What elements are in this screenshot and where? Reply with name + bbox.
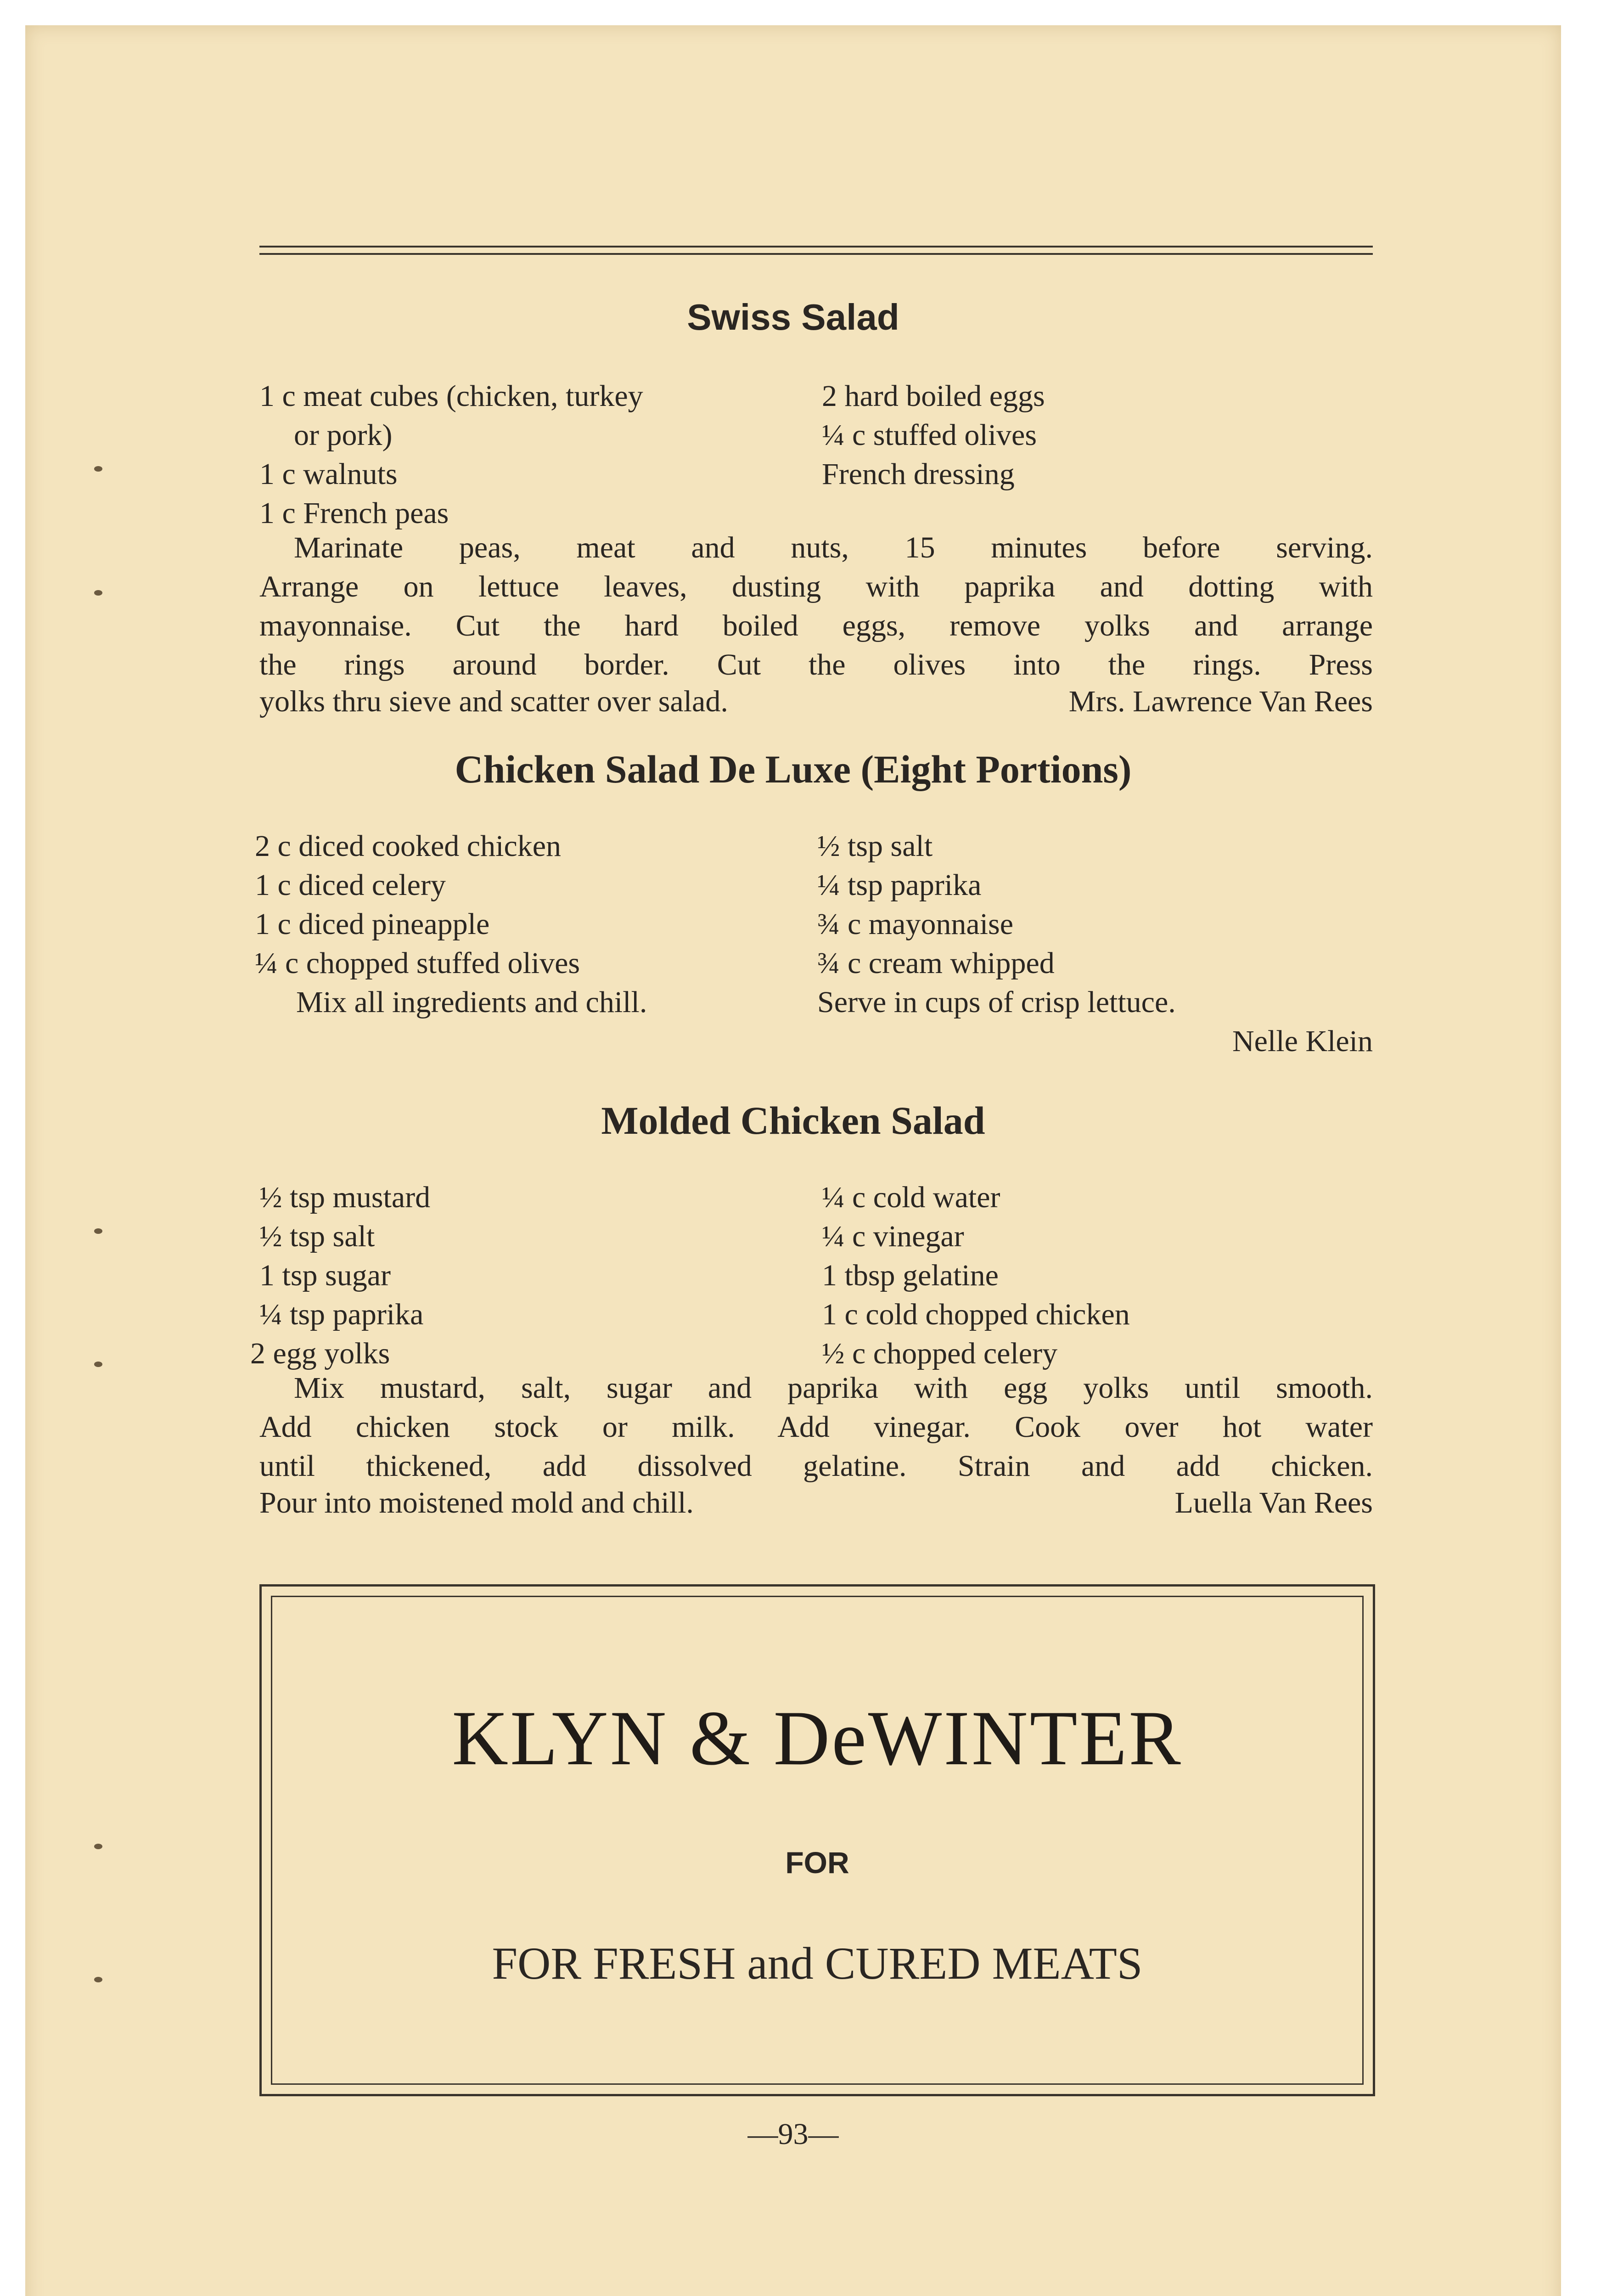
ingredient: ¼ tsp paprika xyxy=(259,1298,424,1331)
recipe-directions xyxy=(259,1368,1373,1486)
directions-line: Serve in cups of crisp lettuce. xyxy=(817,985,1176,1019)
punch-hole-mark xyxy=(94,1844,102,1849)
ingredient: or pork) xyxy=(294,418,393,452)
directions-line: until thickened, add dissolved gelatine. Strain and add chicken. xyxy=(259,1449,1373,1483)
ingredient: 2 c diced cooked chicken xyxy=(255,829,562,863)
top-double-rule xyxy=(259,246,1373,255)
recipe-author: Mrs. Lawrence Van Rees xyxy=(1068,685,1373,718)
ingredient: 1 c French peas xyxy=(259,496,449,530)
ingredient: 1 tbsp gelatine xyxy=(822,1259,999,1292)
recipe-title: Molded Chicken Salad xyxy=(601,1098,985,1142)
directions-line: Pour into moistened mold and chill. xyxy=(259,1486,694,1519)
recipe-author: Luella Van Rees xyxy=(1174,1486,1373,1519)
punch-hole-mark xyxy=(94,1977,102,1982)
punch-hole-mark xyxy=(94,1362,102,1367)
ingredient: ½ tsp salt xyxy=(259,1220,375,1253)
ingredient: ¼ c chopped stuffed olives xyxy=(255,946,580,980)
punch-hole-mark xyxy=(94,1228,102,1234)
ingredient: ¼ c cold water xyxy=(822,1181,1000,1214)
ingredient: 2 hard boiled eggs xyxy=(822,379,1045,413)
ingredient: ¼ tsp paprika xyxy=(817,868,982,902)
directions-line: Mix all ingredients and chill. xyxy=(296,985,647,1019)
ingredient: ¾ c cream whipped xyxy=(817,946,1055,980)
directions-line: Add chicken stock or milk. Add vinegar. Cook over hot water xyxy=(259,1410,1373,1444)
recipe-title: Swiss Salad xyxy=(687,297,899,338)
advertisement-inner-border xyxy=(271,1596,1364,2085)
advertisement-for: FOR xyxy=(785,1846,849,1880)
advertisement-tagline: FOR FRESH and CURED MEATS xyxy=(492,1938,1143,1989)
ingredient: ¼ c stuffed olives xyxy=(822,418,1037,452)
ingredient: 1 c diced pineapple xyxy=(255,907,490,941)
ingredient: ½ tsp mustard xyxy=(259,1181,431,1214)
advertisement-box xyxy=(259,1584,1375,2096)
ingredient: ½ c chopped celery xyxy=(822,1337,1058,1370)
directions-line: Arrange on lettuce leaves, dusting with paprika and dotting with xyxy=(259,570,1373,603)
ingredient: 1 c meat cubes (chicken, turkey xyxy=(259,379,643,413)
recipe-page xyxy=(25,25,1561,2296)
directions-line: the rings around border. Cut the olives into the rings. Press xyxy=(259,648,1373,681)
ingredient: ¾ c mayonnaise xyxy=(817,907,1014,941)
ingredient: 1 c diced celery xyxy=(255,868,446,902)
recipe-directions xyxy=(259,528,1373,684)
page-number: —93— xyxy=(747,2117,839,2151)
ingredient: ¼ c vinegar xyxy=(822,1220,964,1253)
directions-line: mayonnaise. Cut the hard boiled eggs, remove yolks and arrange xyxy=(259,609,1373,642)
ingredient: French dressing xyxy=(822,457,1015,491)
recipe-author: Nelle Klein xyxy=(1232,1024,1373,1058)
advertiser-name: KLYN & DeWINTER xyxy=(452,1695,1183,1781)
directions-line: Mix mustard, salt, sugar and paprika with egg yolks until smooth. xyxy=(294,1371,1373,1405)
recipe-title: Chicken Salad De Luxe (Eight Portions) xyxy=(455,747,1132,791)
directions-line: Marinate peas, meat and nuts, 15 minutes before serving. xyxy=(294,531,1373,564)
ingredient: ½ tsp salt xyxy=(817,829,933,863)
punch-hole-mark xyxy=(94,590,102,596)
ingredient: 1 tsp sugar xyxy=(259,1259,391,1292)
directions-line: yolks thru sieve and scatter over salad. xyxy=(259,685,728,718)
ingredient: 2 egg yolks xyxy=(250,1337,390,1370)
ingredient: 1 c walnuts xyxy=(259,457,398,491)
punch-hole-mark xyxy=(94,466,102,472)
ingredient: 1 c cold chopped chicken xyxy=(822,1298,1130,1331)
